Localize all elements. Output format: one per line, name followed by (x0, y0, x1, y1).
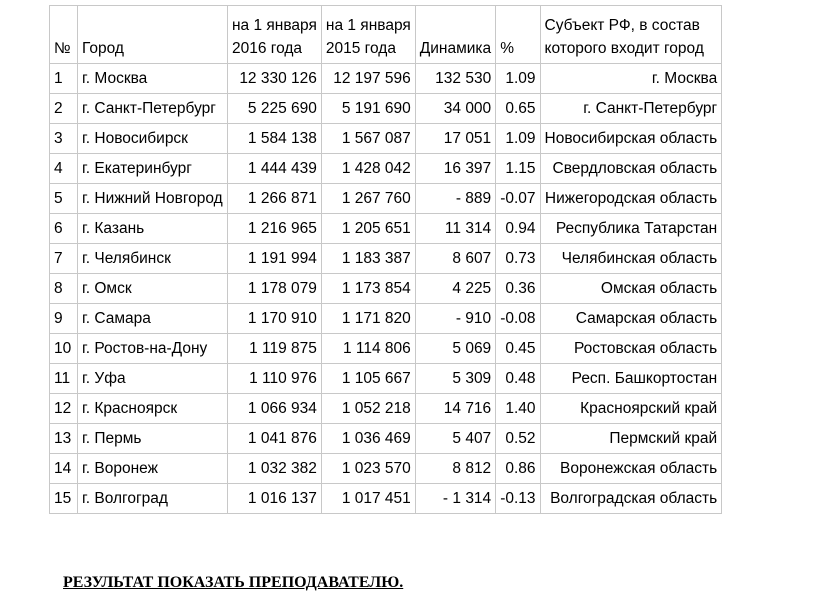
cell-2015: 1 567 087 (321, 124, 415, 154)
header-subject-line1: Субъект РФ, в состав (544, 17, 700, 35)
header-subject (540, 6, 722, 64)
cell-city: г. Казань (78, 214, 228, 244)
population-table (49, 5, 722, 514)
cell-2016: 1 032 382 (228, 454, 322, 484)
cell-2015: 1 105 667 (321, 364, 415, 394)
cell-dynamics: 11 314 (415, 214, 495, 244)
header-2015 (321, 6, 415, 64)
cell-percent: 0.65 (496, 94, 540, 124)
cell-2015: 1 428 042 (321, 154, 415, 184)
cell-2015: 1 173 854 (321, 274, 415, 304)
cell-number: 4 (50, 154, 78, 184)
cell-dynamics: 132 530 (415, 64, 495, 94)
cell-city: г. Москва (78, 64, 228, 94)
cell-percent: -0.07 (496, 184, 540, 214)
cell-number: 15 (50, 484, 78, 514)
cell-2016: 1 584 138 (228, 124, 322, 154)
table-row (50, 124, 722, 154)
cell-percent: 1.40 (496, 394, 540, 424)
cell-percent: 0.94 (496, 214, 540, 244)
cell-percent: 0.48 (496, 364, 540, 394)
cell-2016: 1 041 876 (228, 424, 322, 454)
cell-2016: 1 066 934 (228, 394, 322, 424)
table-row (50, 94, 722, 124)
cell-number: 12 (50, 394, 78, 424)
cell-percent: 1.09 (496, 64, 540, 94)
cell-subject: Свердловская область (540, 154, 722, 184)
cell-number: 8 (50, 274, 78, 304)
cell-subject: Новосибирская область (540, 124, 722, 154)
cell-number: 6 (50, 214, 78, 244)
cell-2015: 5 191 690 (321, 94, 415, 124)
header-row (50, 6, 722, 64)
cell-percent: 0.36 (496, 274, 540, 304)
cell-2015: 1 036 469 (321, 424, 415, 454)
cell-dynamics: - 1 314 (415, 484, 495, 514)
cell-number: 11 (50, 364, 78, 394)
cell-city: г. Пермь (78, 424, 228, 454)
cell-2015: 1 205 651 (321, 214, 415, 244)
cell-2015: 12 197 596 (321, 64, 415, 94)
header-subject-line2: которого входит город (544, 39, 704, 57)
header-2015-line2: 2015 года (325, 39, 396, 57)
cell-subject: Челябинская область (540, 244, 722, 274)
cell-2016: 1 266 871 (228, 184, 322, 214)
header-2016-line2: 2016 года (232, 39, 303, 57)
cell-dynamics: 16 397 (415, 154, 495, 184)
cell-city: г. Волгоград (78, 484, 228, 514)
cell-percent: 0.73 (496, 244, 540, 274)
cell-2016: 1 016 137 (228, 484, 322, 514)
cell-2016: 1 216 965 (228, 214, 322, 244)
header-city: Город (78, 6, 228, 64)
cell-2015: 1 052 218 (321, 394, 415, 424)
table-row (50, 64, 722, 94)
cell-2015: 1 017 451 (321, 484, 415, 514)
cell-city: г. Нижний Новгород (78, 184, 228, 214)
cell-city: г. Ростов-на-Дону (78, 334, 228, 364)
cell-number: 1 (50, 64, 78, 94)
table-row (50, 424, 722, 454)
cell-number: 2 (50, 94, 78, 124)
cell-2016: 1 178 079 (228, 274, 322, 304)
cell-city: г. Омск (78, 274, 228, 304)
cell-city: г. Воронеж (78, 454, 228, 484)
table-row (50, 334, 722, 364)
cell-dynamics: 34 000 (415, 94, 495, 124)
table-row (50, 244, 722, 274)
cell-percent: -0.08 (496, 304, 540, 334)
cell-2015: 1 114 806 (321, 334, 415, 364)
cell-subject: Воронежская область (540, 454, 722, 484)
cell-subject: г. Москва (540, 64, 722, 94)
cell-subject: Республика Татарстан (540, 214, 722, 244)
cell-dynamics: 5 069 (415, 334, 495, 364)
table-row (50, 154, 722, 184)
cell-subject: Респ. Башкортостан (540, 364, 722, 394)
cell-subject: г. Санкт-Петербург (540, 94, 722, 124)
cell-city: г. Новосибирск (78, 124, 228, 154)
header-percent: % (496, 6, 540, 64)
cell-city: г. Санкт-Петербург (78, 94, 228, 124)
cell-subject: Пермский край (540, 424, 722, 454)
cell-number: 9 (50, 304, 78, 334)
cell-city: г. Челябинск (78, 244, 228, 274)
cell-subject: Самарская область (540, 304, 722, 334)
cell-2016: 5 225 690 (228, 94, 322, 124)
cell-dynamics: 8 607 (415, 244, 495, 274)
cell-2015: 1 183 387 (321, 244, 415, 274)
table-row (50, 454, 722, 484)
cell-number: 10 (50, 334, 78, 364)
cell-dynamics: - 889 (415, 184, 495, 214)
cell-dynamics: 5 309 (415, 364, 495, 394)
cell-2015: 1 023 570 (321, 454, 415, 484)
cell-dynamics: 14 716 (415, 394, 495, 424)
cell-dynamics: 8 812 (415, 454, 495, 484)
cell-city: г. Уфа (78, 364, 228, 394)
cell-number: 13 (50, 424, 78, 454)
cell-2016: 1 170 910 (228, 304, 322, 334)
cell-subject: Ростовская область (540, 334, 722, 364)
cell-dynamics: 5 407 (415, 424, 495, 454)
cell-2016: 1 444 439 (228, 154, 322, 184)
cell-number: 7 (50, 244, 78, 274)
cell-dynamics: 17 051 (415, 124, 495, 154)
cell-dynamics: - 910 (415, 304, 495, 334)
cell-city: г. Самара (78, 304, 228, 334)
table-row (50, 274, 722, 304)
cell-number: 5 (50, 184, 78, 214)
cell-percent: 0.45 (496, 334, 540, 364)
cell-2015: 1 171 820 (321, 304, 415, 334)
cell-percent: 1.09 (496, 124, 540, 154)
header-2016 (228, 6, 322, 64)
cell-subject: Волгоградская область (540, 484, 722, 514)
header-2016-line1: на 1 января (232, 17, 317, 35)
cell-percent: -0.13 (496, 484, 540, 514)
table-row (50, 484, 722, 514)
cell-city: г. Екатеринбург (78, 154, 228, 184)
table-row (50, 304, 722, 334)
cell-2016: 12 330 126 (228, 64, 322, 94)
cell-city: г. Красноярск (78, 394, 228, 424)
cell-percent: 0.52 (496, 424, 540, 454)
table-row (50, 184, 722, 214)
table-row (50, 394, 722, 424)
cell-2015: 1 267 760 (321, 184, 415, 214)
cell-2016: 1 191 994 (228, 244, 322, 274)
header-number: № (50, 6, 78, 64)
header-2015-line1: на 1 января (325, 17, 411, 35)
footer-note: РЕЗУЛЬТАТ ПОКАЗАТЬ ПРЕПОДАВАТЕЛЮ. (63, 574, 404, 591)
cell-subject: Нижегородская область (540, 184, 722, 214)
header-dynamics: Динамика (415, 6, 495, 64)
table-row (50, 214, 722, 244)
cell-dynamics: 4 225 (415, 274, 495, 304)
table-row (50, 364, 722, 394)
cell-2016: 1 110 976 (228, 364, 322, 394)
cell-number: 14 (50, 454, 78, 484)
cell-number: 3 (50, 124, 78, 154)
cell-subject: Красноярский край (540, 394, 722, 424)
cell-2016: 1 119 875 (228, 334, 322, 364)
cell-percent: 0.86 (496, 454, 540, 484)
cell-percent: 1.15 (496, 154, 540, 184)
cell-subject: Омская область (540, 274, 722, 304)
